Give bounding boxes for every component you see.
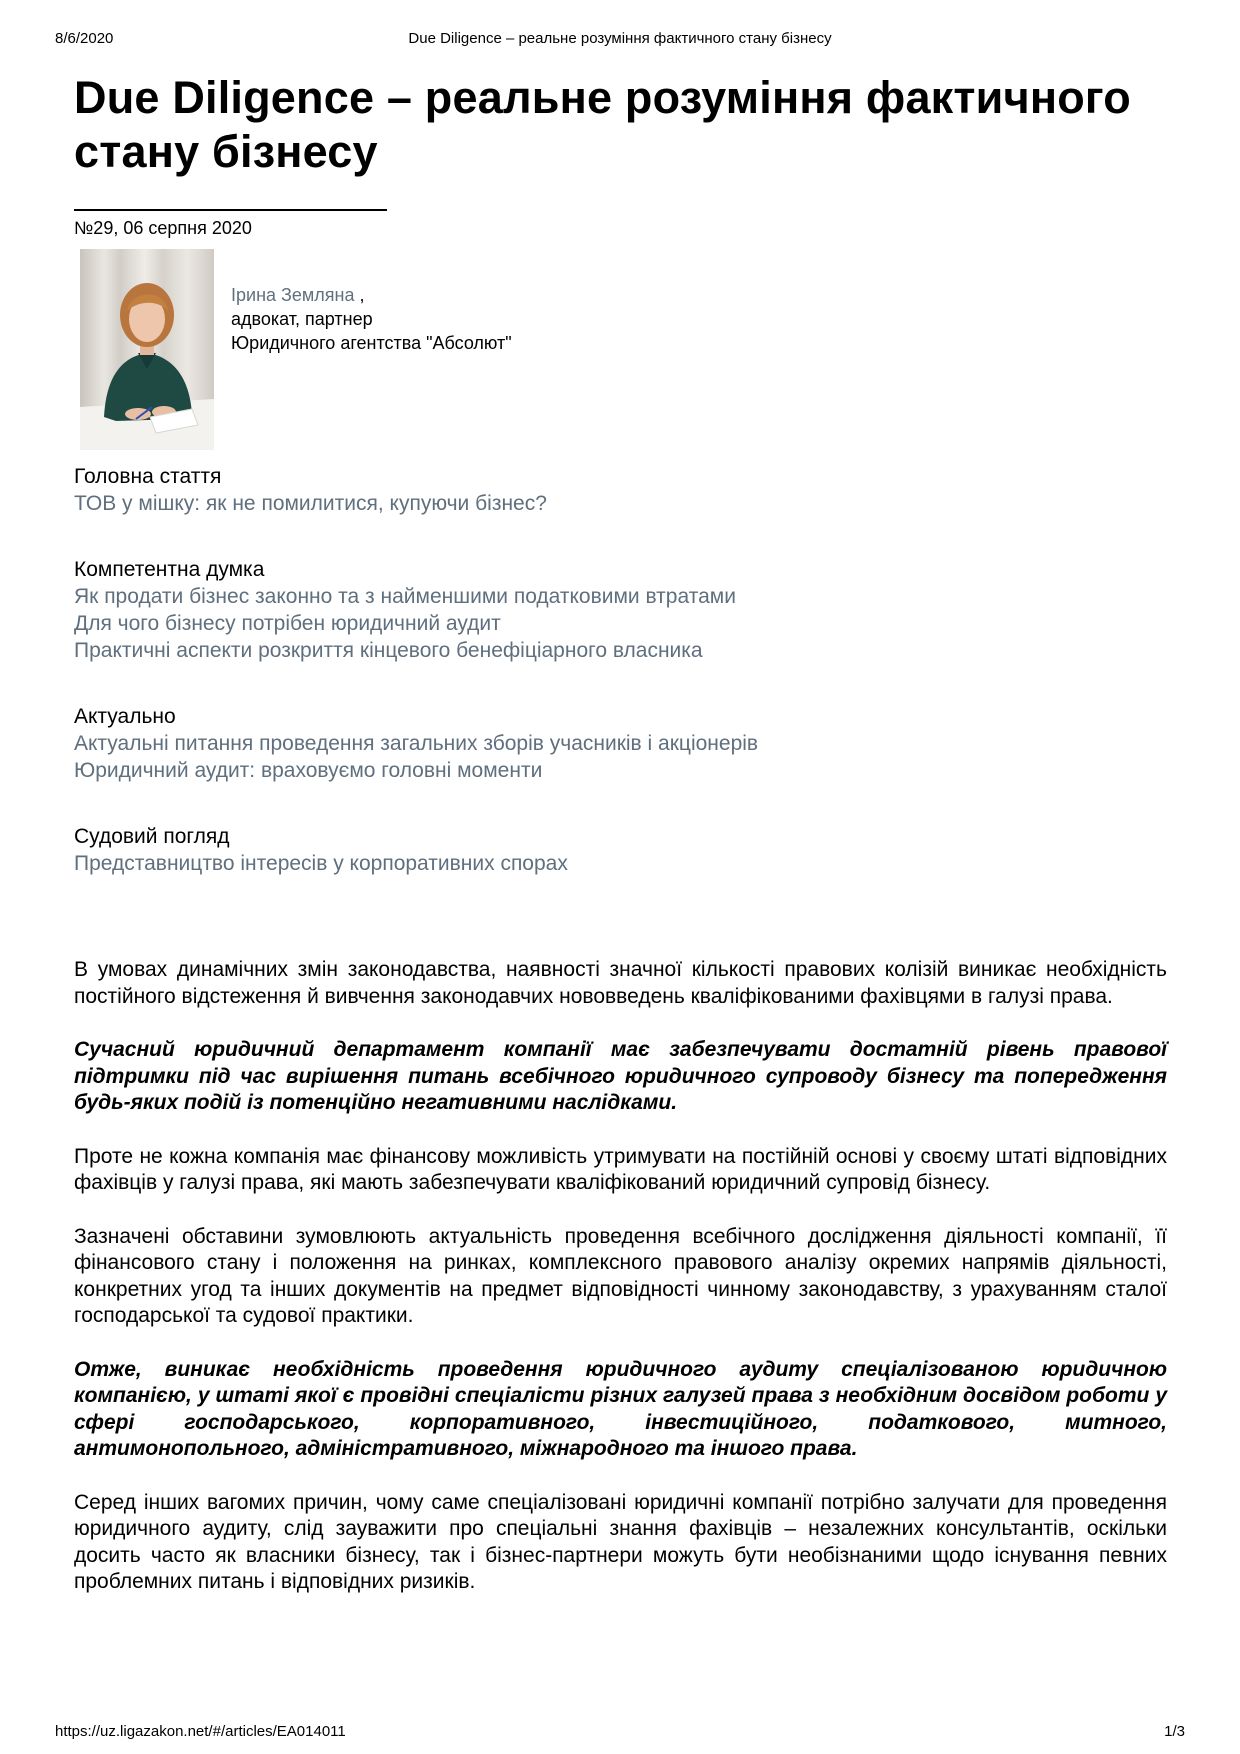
title-divider bbox=[74, 209, 387, 211]
author-name-link[interactable]: Ірина Земляна bbox=[231, 285, 355, 305]
related-article-link[interactable]: Практичні аспекти розкриття кінцевого бенефіціарного власника bbox=[74, 639, 703, 662]
author-photo bbox=[80, 249, 214, 450]
body-paragraph: Зазначені обставини зумовлюють актуальність проведення всебічного дослідження діяльності компанії, її фінансового стану і положення на ринках, комплексного правового аналізу окремих напрямів діяльності, конкретних угод та інших документів на предмет відповідності чинному законодавству, з урахуванням сталої господарської та судової практики. bbox=[74, 1224, 1167, 1327]
related-article-link[interactable]: ТОВ у мішку: як не помилитися, купуючи бізнес? bbox=[74, 492, 547, 515]
section-title: Актуально bbox=[74, 705, 176, 728]
print-header bbox=[55, 30, 1185, 54]
body-paragraph: В умовах динамічних змін законодавства, наявності значної кількості правових колізій виникає необхідність постійного відстеження й вивчення законодавчих нововведень кваліфікованими фахівцями в галузі права. bbox=[74, 958, 1167, 1008]
section-main-article bbox=[74, 463, 1167, 517]
related-article-link[interactable]: Представництво інтересів у корпоративних спорах bbox=[74, 852, 568, 875]
body-paragraph: Серед інших вагомих причин, чому саме спеціалізовані юридичні компанії потрібно залучати для проведення юридичного аудиту, слід зауважити про спеціальні знання фахівців – незалежних консультантів, оскільки досить часто як власники бізнесу, так і бізнес-партнери можуть бути необізнаними щодо існування певних проблемних питань і відповідних ризиків. bbox=[74, 1490, 1167, 1593]
print-page-title: Due Diligence – реальне розуміння фактичного стану бізнесу bbox=[408, 30, 832, 47]
related-article-link[interactable]: Для чого бізнесу потрібен юридичний аудит bbox=[74, 612, 501, 635]
issue-date: №29, 06 серпня 2020 bbox=[74, 218, 252, 238]
related-article-link[interactable]: Актуальні питання проведення загальних зборів учасників і акціонерів bbox=[74, 732, 759, 755]
author-photo-icon bbox=[80, 249, 214, 450]
related-article-link[interactable]: Як продати бізнес законно та з найменшими податковими втратами bbox=[74, 585, 736, 608]
article-title: Due Diligence – реальне розуміння фактичного стану бізнесу bbox=[74, 72, 1131, 177]
related-article-link[interactable]: Юридичний аудит: враховуємо головні моменти bbox=[74, 759, 543, 782]
body-paragraph: Проте не кожна компанія має фінансову можливість утримувати на постійній основі у своєму штаті відповідних фахівців у галузі права, які мають забезпечувати кваліфікований юридичний супровід бізнесу. bbox=[74, 1144, 1167, 1194]
section-actual bbox=[74, 703, 1167, 784]
section-court-view bbox=[74, 823, 1167, 877]
section-title: Головна стаття bbox=[74, 465, 222, 488]
print-url: https://uz.ligazakon.net/#/articles/EA014011 bbox=[55, 1723, 346, 1740]
body-paragraph-emphasis: Сучасний юридичний департамент компанії має забезпечувати достатній рівень правової підтримки під час вирішення питань всебічного юридичного супроводу бізнесу та попередження будь-яких подій із потенційно негативними наслідками. bbox=[74, 1038, 1167, 1114]
page-number: 1/3 bbox=[1164, 1723, 1185, 1740]
author-block bbox=[74, 249, 1167, 453]
body-paragraph-emphasis: Отже, виникає необхідність проведення юридичного аудиту спеціалізованою юридичною компанією, у штаті якої є провідні спеціалісти різних галузей права з необхідним досвідом роботи у сфері господарського, корпоративного, інвестиційного, податкового, митного, антимонопольного, адміністративного, міжнародного та іншого права. bbox=[74, 1357, 1167, 1460]
section-title: Судовий погляд bbox=[74, 825, 230, 848]
section-expert-opinion bbox=[74, 556, 1167, 664]
print-footer bbox=[55, 1723, 1185, 1747]
print-date: 8/6/2020 bbox=[55, 30, 114, 47]
author-name-suffix: , bbox=[354, 285, 365, 305]
author-company: Юридичного агентства "Абсолют" bbox=[231, 333, 512, 353]
article bbox=[74, 71, 1167, 1596]
section-title: Компетентна думка bbox=[74, 558, 265, 581]
author-position: адвокат, партнер bbox=[231, 309, 373, 329]
author-info bbox=[231, 283, 512, 355]
